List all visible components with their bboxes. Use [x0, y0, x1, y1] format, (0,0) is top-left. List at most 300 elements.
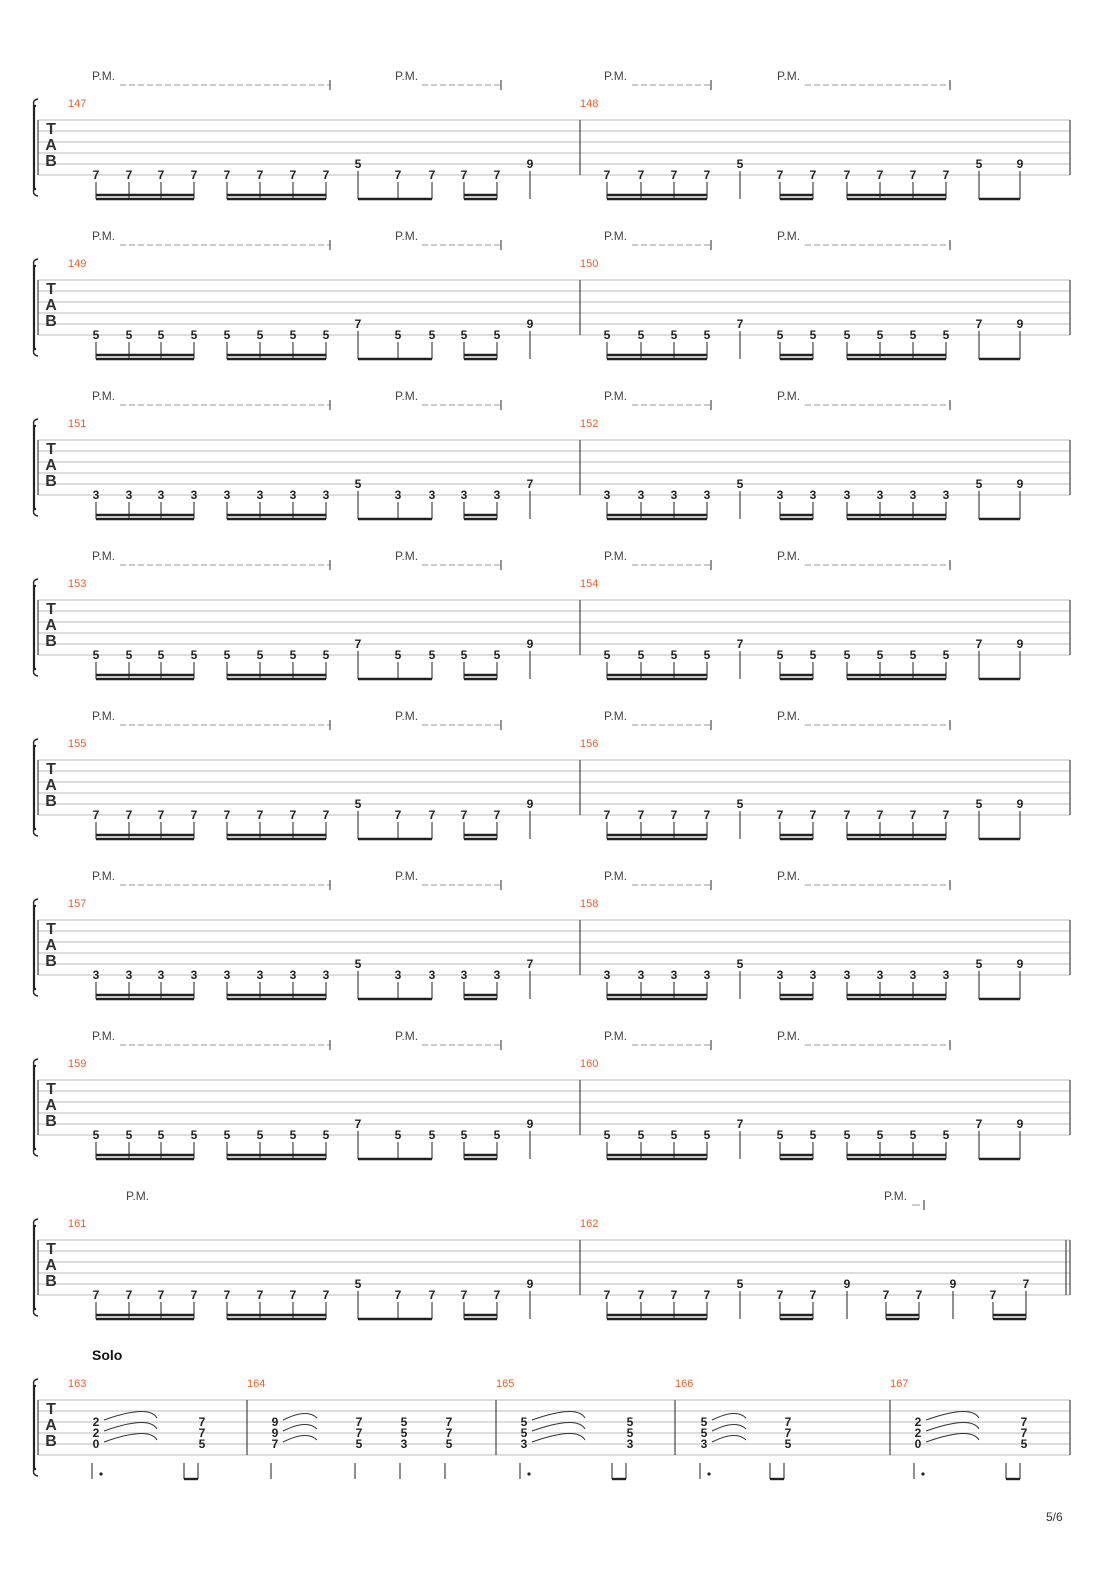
fret-number: 7: [198, 1426, 206, 1440]
fret-number: 5: [289, 328, 297, 342]
tie-arc: [104, 1433, 157, 1442]
fret-number: 5: [460, 1128, 468, 1142]
fret-number: 5: [125, 328, 133, 342]
fret-number: 7: [876, 168, 884, 182]
fret-number: 5: [843, 1128, 851, 1142]
fret-number: 7: [256, 168, 264, 182]
fret-number: 5: [493, 1128, 501, 1142]
fret-number: 7: [190, 1288, 198, 1302]
fret-number: 5: [125, 1128, 133, 1142]
fret-number: 7: [603, 1288, 611, 1302]
section-label-solo: Solo: [92, 1347, 123, 1363]
tab-clef-a: A: [45, 457, 57, 474]
fret-number: 5: [460, 648, 468, 662]
tab-clef-t: T: [46, 441, 56, 458]
fret-number: 3: [394, 488, 402, 502]
palm-mute-label: P.M.: [604, 229, 628, 243]
tie-arc: [283, 1424, 317, 1431]
tie-arc: [283, 1435, 317, 1442]
tie-arc: [283, 1413, 317, 1420]
fret-number: 5: [198, 1437, 206, 1451]
fret-number: 5: [493, 648, 501, 662]
fret-number: 5: [670, 648, 678, 662]
dot: [527, 1472, 530, 1475]
tie-arc: [104, 1422, 157, 1431]
fret-number: 3: [670, 968, 678, 982]
palm-mute-label: P.M.: [92, 69, 116, 83]
fret-number: 7: [784, 1426, 792, 1440]
fret-number: 5: [354, 477, 362, 491]
measure-number: 154: [580, 578, 599, 590]
tab-clef-a: A: [45, 1097, 57, 1114]
fret-number: 3: [223, 488, 231, 502]
system-bracket: [34, 106, 36, 189]
fret-number: 3: [493, 488, 501, 502]
fret-number: 7: [355, 1415, 363, 1429]
fret-number: 2: [914, 1415, 922, 1429]
system-bracket: [34, 1386, 36, 1469]
fret-number: 7: [975, 1117, 983, 1131]
fret-number: 3: [670, 488, 678, 502]
fret-number: 7: [354, 637, 362, 651]
measure-number: 148: [580, 98, 599, 110]
fret-number: 3: [603, 968, 611, 982]
fret-number: 5: [355, 1437, 363, 1451]
tab-clef-t: T: [46, 281, 56, 298]
tab-clef-a: A: [45, 1417, 57, 1434]
fret-number: 7: [975, 317, 983, 331]
fret-number: 5: [256, 648, 264, 662]
fret-number: 7: [445, 1426, 453, 1440]
tie-arc: [532, 1433, 585, 1442]
fret-number: 3: [809, 488, 817, 502]
fret-number: 3: [322, 968, 330, 982]
fret-number: 7: [1022, 1277, 1030, 1291]
palm-mute-label: P.M.: [395, 709, 419, 723]
palm-mute-label: P.M.: [777, 69, 801, 83]
fret-number: 5: [603, 1128, 611, 1142]
measure-number: 152: [580, 418, 599, 430]
tie-arc: [532, 1411, 585, 1420]
palm-mute-label: P.M.: [777, 709, 801, 723]
fret-number: 3: [400, 1437, 408, 1451]
fret-number: 5: [975, 957, 983, 971]
fret-number: 7: [1020, 1426, 1028, 1440]
fret-number: 7: [354, 317, 362, 331]
fret-number: 9: [526, 637, 534, 651]
system-bracket: [34, 1066, 36, 1149]
fret-number: 3: [289, 488, 297, 502]
fret-number: 3: [703, 968, 711, 982]
fret-number: 5: [190, 648, 198, 662]
fret-number: 9: [1016, 1117, 1024, 1131]
fret-number: 5: [736, 957, 744, 971]
fret-number: 5: [256, 328, 264, 342]
fret-number: 9: [1016, 477, 1024, 491]
palm-mute-label: P.M.: [92, 389, 116, 403]
fret-number: 3: [876, 968, 884, 982]
tab-clef-b: B: [45, 793, 57, 810]
fret-number: 5: [670, 328, 678, 342]
fret-number: 7: [637, 1288, 645, 1302]
fret-number: 7: [157, 1288, 165, 1302]
fret-number: 7: [989, 1288, 997, 1302]
tab-clef-b: B: [45, 953, 57, 970]
tab-clef-a: A: [45, 777, 57, 794]
fret-number: 3: [428, 488, 436, 502]
fret-number: 2: [914, 1426, 922, 1440]
fret-number: 7: [776, 168, 784, 182]
fret-number: 5: [809, 328, 817, 342]
fret-number: 5: [289, 1128, 297, 1142]
fret-number: 5: [354, 157, 362, 171]
measure-number: 153: [68, 578, 87, 590]
fret-number: 3: [603, 488, 611, 502]
fret-number: 7: [428, 168, 436, 182]
fret-number: 5: [157, 1128, 165, 1142]
fret-number: 3: [637, 488, 645, 502]
fret-number: 5: [400, 1426, 408, 1440]
measure-number: 147: [68, 98, 87, 110]
palm-mute-label: P.M.: [777, 1029, 801, 1043]
fret-number: 3: [157, 488, 165, 502]
fret-number: 7: [157, 808, 165, 822]
fret-number: 9: [1016, 157, 1024, 171]
fret-number: 7: [460, 1288, 468, 1302]
fret-number: 7: [670, 1288, 678, 1302]
fret-number: 5: [876, 328, 884, 342]
dot: [921, 1472, 924, 1475]
fret-number: 7: [784, 1415, 792, 1429]
fret-number: 5: [394, 1128, 402, 1142]
fret-number: 5: [223, 1128, 231, 1142]
system-bracket: [34, 746, 36, 829]
fret-number: 2: [92, 1415, 100, 1429]
fret-number: 5: [428, 1128, 436, 1142]
fret-number: 5: [942, 328, 950, 342]
fret-number: 3: [909, 488, 917, 502]
palm-mute-label: P.M.: [604, 69, 628, 83]
fret-number: 7: [670, 168, 678, 182]
fret-number: 5: [190, 1128, 198, 1142]
fret-number: 7: [354, 1117, 362, 1131]
fret-number: 5: [843, 328, 851, 342]
fret-number: 7: [526, 477, 534, 491]
fret-number: 0: [914, 1437, 922, 1451]
measure-number: 151: [68, 418, 87, 430]
fret-number: 3: [428, 968, 436, 982]
tab-clef-t: T: [46, 921, 56, 938]
fret-number: 0: [92, 1437, 100, 1451]
fret-number: 5: [190, 328, 198, 342]
fret-number: 5: [703, 328, 711, 342]
fret-number: 5: [703, 648, 711, 662]
fret-number: 7: [493, 168, 501, 182]
dot: [99, 1472, 102, 1475]
fret-number: 7: [603, 808, 611, 822]
tab-clef-b: B: [45, 633, 57, 650]
fret-number: 5: [493, 328, 501, 342]
fret-number: 5: [776, 328, 784, 342]
fret-number: 5: [394, 328, 402, 342]
fret-number: 7: [909, 808, 917, 822]
fret-number: 5: [876, 1128, 884, 1142]
fret-number: 9: [1016, 317, 1024, 331]
fret-number: 5: [157, 648, 165, 662]
fret-number: 5: [223, 648, 231, 662]
fret-number: 7: [125, 1288, 133, 1302]
fret-number: 3: [703, 488, 711, 502]
palm-mute-label: P.M.: [777, 869, 801, 883]
fret-number: 5: [909, 648, 917, 662]
fret-number: 5: [125, 648, 133, 662]
fret-number: 5: [626, 1426, 634, 1440]
fret-number: 5: [736, 477, 744, 491]
system-bracket: [34, 586, 36, 669]
fret-number: 5: [322, 648, 330, 662]
tab-clef-b: B: [45, 1113, 57, 1130]
fret-number: 5: [428, 328, 436, 342]
fret-number: 7: [809, 168, 817, 182]
tab-clef-b: B: [45, 473, 57, 490]
fret-number: 5: [700, 1415, 708, 1429]
fret-number: 3: [256, 968, 264, 982]
palm-mute-label: P.M.: [604, 709, 628, 723]
fret-number: 7: [92, 168, 100, 182]
fret-number: 5: [223, 328, 231, 342]
tab-clef-b: B: [45, 1273, 57, 1290]
fret-number: 5: [736, 797, 744, 811]
fret-number: 5: [92, 1128, 100, 1142]
fret-number: 5: [700, 1426, 708, 1440]
fret-number: 5: [354, 797, 362, 811]
tab-clef-a: A: [45, 617, 57, 634]
fret-number: 7: [843, 808, 851, 822]
measure-number: 149: [68, 258, 87, 270]
palm-mute-label: P.M.: [777, 389, 801, 403]
fret-number: 5: [843, 648, 851, 662]
fret-number: 3: [394, 968, 402, 982]
fret-number: 7: [190, 168, 198, 182]
fret-number: 7: [942, 808, 950, 822]
fret-number: 5: [445, 1437, 453, 1451]
measure-number: 156: [580, 738, 599, 750]
fret-number: 7: [809, 1288, 817, 1302]
fret-number: 3: [809, 968, 817, 982]
fret-number: 5: [1020, 1437, 1028, 1451]
fret-number: 5: [736, 157, 744, 171]
palm-mute-label: P.M.: [395, 549, 419, 563]
system-bracket: [34, 266, 36, 349]
fret-number: 7: [736, 637, 744, 651]
fret-number: 7: [198, 1415, 206, 1429]
palm-mute-label: P.M.: [604, 549, 628, 563]
tab-clef-a: A: [45, 137, 57, 154]
fret-number: 5: [520, 1426, 528, 1440]
fret-number: 7: [256, 1288, 264, 1302]
fret-number: 9: [843, 1277, 851, 1291]
fret-number: 5: [322, 1128, 330, 1142]
fret-number: 7: [703, 168, 711, 182]
palm-mute-label: P.M.: [92, 229, 116, 243]
fret-number: 7: [394, 1288, 402, 1302]
fret-number: 3: [637, 968, 645, 982]
fret-number: 7: [637, 808, 645, 822]
fret-number: 7: [493, 1288, 501, 1302]
fret-number: 7: [843, 168, 851, 182]
fret-number: 3: [190, 488, 198, 502]
fret-number: 9: [949, 1277, 957, 1291]
measure-number: 159: [68, 1058, 87, 1070]
measure-number: 160: [580, 1058, 599, 1070]
tie-arc: [104, 1411, 157, 1420]
measure-number: 163: [68, 1378, 87, 1390]
fret-number: 5: [256, 1128, 264, 1142]
measure-number: 155: [68, 738, 87, 750]
fret-number: 7: [526, 957, 534, 971]
fret-number: 7: [92, 1288, 100, 1302]
fret-number: 3: [700, 1437, 708, 1451]
fret-number: 7: [460, 808, 468, 822]
fret-number: 5: [626, 1415, 634, 1429]
fret-number: 3: [223, 968, 231, 982]
fret-number: 7: [670, 808, 678, 822]
tab-clef-t: T: [46, 121, 56, 138]
fret-number: 3: [520, 1437, 528, 1451]
fret-number: 5: [354, 1277, 362, 1291]
fret-number: 9: [526, 157, 534, 171]
fret-number: 3: [256, 488, 264, 502]
fret-number: 5: [809, 1128, 817, 1142]
fret-number: 5: [809, 648, 817, 662]
fret-number: 5: [776, 1128, 784, 1142]
fret-number: 5: [703, 1128, 711, 1142]
fret-number: 5: [637, 328, 645, 342]
tab-clef-a: A: [45, 297, 57, 314]
tab-clef-t: T: [46, 601, 56, 618]
fret-number: 7: [637, 168, 645, 182]
fret-number: 9: [271, 1426, 279, 1440]
fret-number: 9: [1016, 637, 1024, 651]
fret-number: 5: [603, 328, 611, 342]
palm-mute-label: P.M.: [92, 709, 116, 723]
fret-number: 7: [882, 1288, 890, 1302]
fret-number: 9: [1016, 957, 1024, 971]
fret-number: 3: [92, 488, 100, 502]
fret-number: 7: [493, 808, 501, 822]
palm-mute-label: P.M.: [92, 1029, 116, 1043]
fret-number: 5: [400, 1415, 408, 1429]
tie-arc: [712, 1435, 746, 1442]
fret-number: 5: [428, 648, 436, 662]
fret-number: 5: [909, 328, 917, 342]
fret-number: 3: [157, 968, 165, 982]
palm-mute-label: P.M.: [395, 69, 419, 83]
fret-number: 5: [670, 1128, 678, 1142]
fret-number: 7: [428, 808, 436, 822]
palm-mute-label: P.M.: [604, 869, 628, 883]
palm-mute-label: P.M.: [395, 229, 419, 243]
tie-arc: [532, 1422, 585, 1431]
fret-number: 5: [975, 157, 983, 171]
fret-number: 9: [1016, 797, 1024, 811]
fret-number: 7: [125, 808, 133, 822]
fret-number: 5: [289, 648, 297, 662]
fret-number: 7: [703, 1288, 711, 1302]
tie-arc: [926, 1411, 979, 1420]
fret-number: 5: [92, 648, 100, 662]
fret-number: 3: [125, 968, 133, 982]
fret-number: 3: [125, 488, 133, 502]
tie-arc: [926, 1422, 979, 1431]
fret-number: 7: [223, 1288, 231, 1302]
fret-number: 5: [394, 648, 402, 662]
system-bracket: [34, 1226, 36, 1309]
tab-clef-b: B: [45, 313, 57, 330]
fret-number: 5: [975, 797, 983, 811]
fret-number: 3: [843, 488, 851, 502]
fret-number: 7: [355, 1426, 363, 1440]
tie-arc: [712, 1424, 746, 1431]
palm-mute-label: P.M.: [395, 1029, 419, 1043]
fret-number: 5: [776, 648, 784, 662]
tab-clef-b: B: [45, 153, 57, 170]
fret-number: 7: [703, 808, 711, 822]
fret-number: 5: [942, 648, 950, 662]
tab-clef-b: B: [45, 1433, 57, 1450]
measure-number: 162: [580, 1218, 599, 1230]
fret-number: 3: [876, 488, 884, 502]
fret-number: 7: [322, 1288, 330, 1302]
dot: [707, 1472, 710, 1475]
page-number: 5/6: [1046, 1510, 1063, 1524]
fret-number: 5: [157, 328, 165, 342]
fret-number: 7: [394, 168, 402, 182]
fret-number: 7: [125, 168, 133, 182]
fret-number: 7: [776, 808, 784, 822]
palm-mute-label: P.M.: [126, 1189, 150, 1203]
fret-number: 5: [637, 648, 645, 662]
fret-number: 3: [92, 968, 100, 982]
palm-mute-label: P.M.: [777, 229, 801, 243]
measure-number: 157: [68, 898, 87, 910]
palm-mute-label: P.M.: [395, 389, 419, 403]
palm-mute-label: P.M.: [604, 1029, 628, 1043]
fret-number: 7: [256, 808, 264, 822]
fret-number: 3: [843, 968, 851, 982]
fret-number: 3: [942, 968, 950, 982]
measure-number: 158: [580, 898, 599, 910]
fret-number: 7: [975, 637, 983, 651]
tab-clef-t: T: [46, 1241, 56, 1258]
fret-number: 7: [1020, 1415, 1028, 1429]
fret-number: 7: [92, 808, 100, 822]
fret-number: 3: [460, 488, 468, 502]
palm-mute-label: P.M.: [884, 1189, 908, 1203]
fret-number: 5: [603, 648, 611, 662]
measure-number: 161: [68, 1218, 87, 1230]
fret-number: 3: [460, 968, 468, 982]
fret-number: 7: [915, 1288, 923, 1302]
fret-number: 5: [876, 648, 884, 662]
fret-number: 5: [975, 477, 983, 491]
fret-number: 7: [157, 168, 165, 182]
measure-number: 150: [580, 258, 599, 270]
measure-number: 164: [247, 1378, 266, 1390]
fret-number: 7: [809, 808, 817, 822]
tie-arc: [712, 1413, 746, 1420]
palm-mute-label: P.M.: [92, 869, 116, 883]
